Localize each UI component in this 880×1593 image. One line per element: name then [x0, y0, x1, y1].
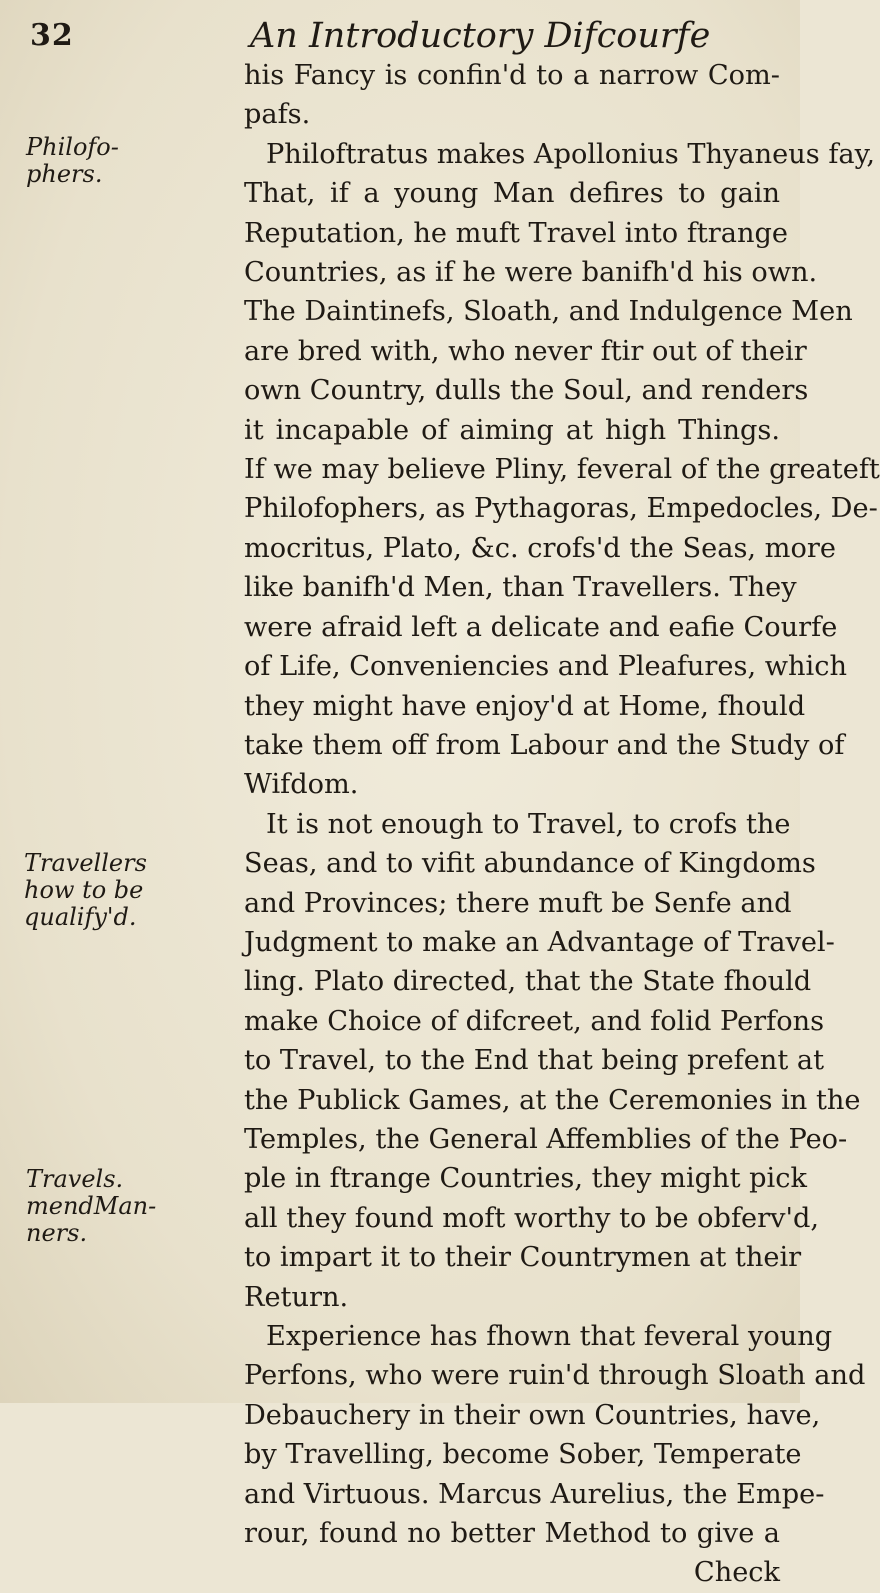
text-line: make Choice of difcreet, and folid Perfons — [244, 1005, 825, 1037]
margin-note-travellers: Travellers how to be qualify'd. — [24, 849, 147, 931]
text-line: It is not enough to Travel, to crofs the — [266, 808, 791, 840]
running-title: An Introductory Difcourfe — [250, 16, 711, 56]
catchword: Check — [693, 1557, 780, 1589]
text-line: Wifdom. — [244, 769, 359, 801]
text-line: If we may believe Pliny, feveral of the greateft — [244, 454, 880, 486]
text-line: pafs. — [244, 99, 311, 131]
text-line: it incapable of aiming at high Things. — [244, 414, 780, 446]
text-line: Return. — [244, 1281, 349, 1313]
text-line: by Travelling, become Sober, Temperate — [244, 1439, 802, 1471]
text-line: The Daintinefs, Sloath, and Indulgence Men — [244, 296, 853, 328]
text-line: like banifh'd Men, than Travellers. They — [244, 572, 797, 604]
margin-note-philosophers: Philofo- phers. — [26, 133, 119, 188]
text-line: Perfons, who were ruin'd through Sloath and — [244, 1360, 866, 1392]
text-line: and Virtuous. Marcus Aurelius, the Empe- — [244, 1478, 825, 1510]
text-line: the Publick Games, at the Ceremonies in the — [244, 1084, 861, 1116]
body-text — [244, 56, 880, 1593]
text-line: were afraid left a delicate and eafie Courfe — [244, 611, 838, 643]
text-line: they might have enjoy'd at Home, fhould — [244, 690, 806, 722]
text-line: ling. Plato directed, that the State fhould — [244, 966, 812, 998]
text-line: ple in ftrange Countries, they might pick — [244, 1163, 807, 1195]
text-line: own Country, dulls the Soul, and renders — [244, 375, 809, 407]
page-number: 32 — [30, 18, 74, 53]
text-line: Experience has fhown that feveral young — [266, 1321, 833, 1352]
text-line: his Fancy is confin'd to a narrow Com- — [244, 60, 780, 91]
text-line: rour, found no better Method to give a — [244, 1518, 780, 1550]
margin-note-travels: Travels. mendMan- ners. — [26, 1165, 157, 1247]
text-line: take them off from Labour and the Study of — [244, 729, 845, 761]
text-line: and Provinces; there muft be Senfe and — [244, 887, 792, 919]
text-line: That, if a young Man defires to gain — [244, 178, 780, 210]
text-line: of Life, Conveniencies and Pleafures, which — [244, 651, 847, 683]
text-line: Reputation, he muft Travel into ftrange — [244, 217, 789, 249]
text-line: Philofophers, as Pythagoras, Empedocles, De- — [244, 493, 878, 525]
text-line: Seas, and to vifit abundance of Kingdoms — [244, 848, 816, 880]
text-line: Temples, the General Affemblies of the Peo- — [244, 1123, 848, 1155]
text-line: mocritus, Plato, &c. crofs'd the Seas, more — [244, 532, 836, 564]
text-line: Judgment to make an Advantage of Travel- — [244, 926, 835, 958]
text-line: are bred with, who never ftir out of their — [244, 335, 807, 367]
text-line: Countries, as if he were banifh'd his own. — [244, 257, 818, 289]
text-line: Debauchery in their own Countries, have, — [244, 1399, 821, 1431]
text-line: all they found moft worthy to be obferv'd, — [244, 1202, 819, 1234]
text-line: Philoftratus makes Apollonius Thyaneus fay, — [266, 138, 875, 170]
text-line: to impart it to their Countrymen at their — [244, 1242, 802, 1274]
text-line: to Travel, to the End that being prefent at — [244, 1045, 825, 1077]
